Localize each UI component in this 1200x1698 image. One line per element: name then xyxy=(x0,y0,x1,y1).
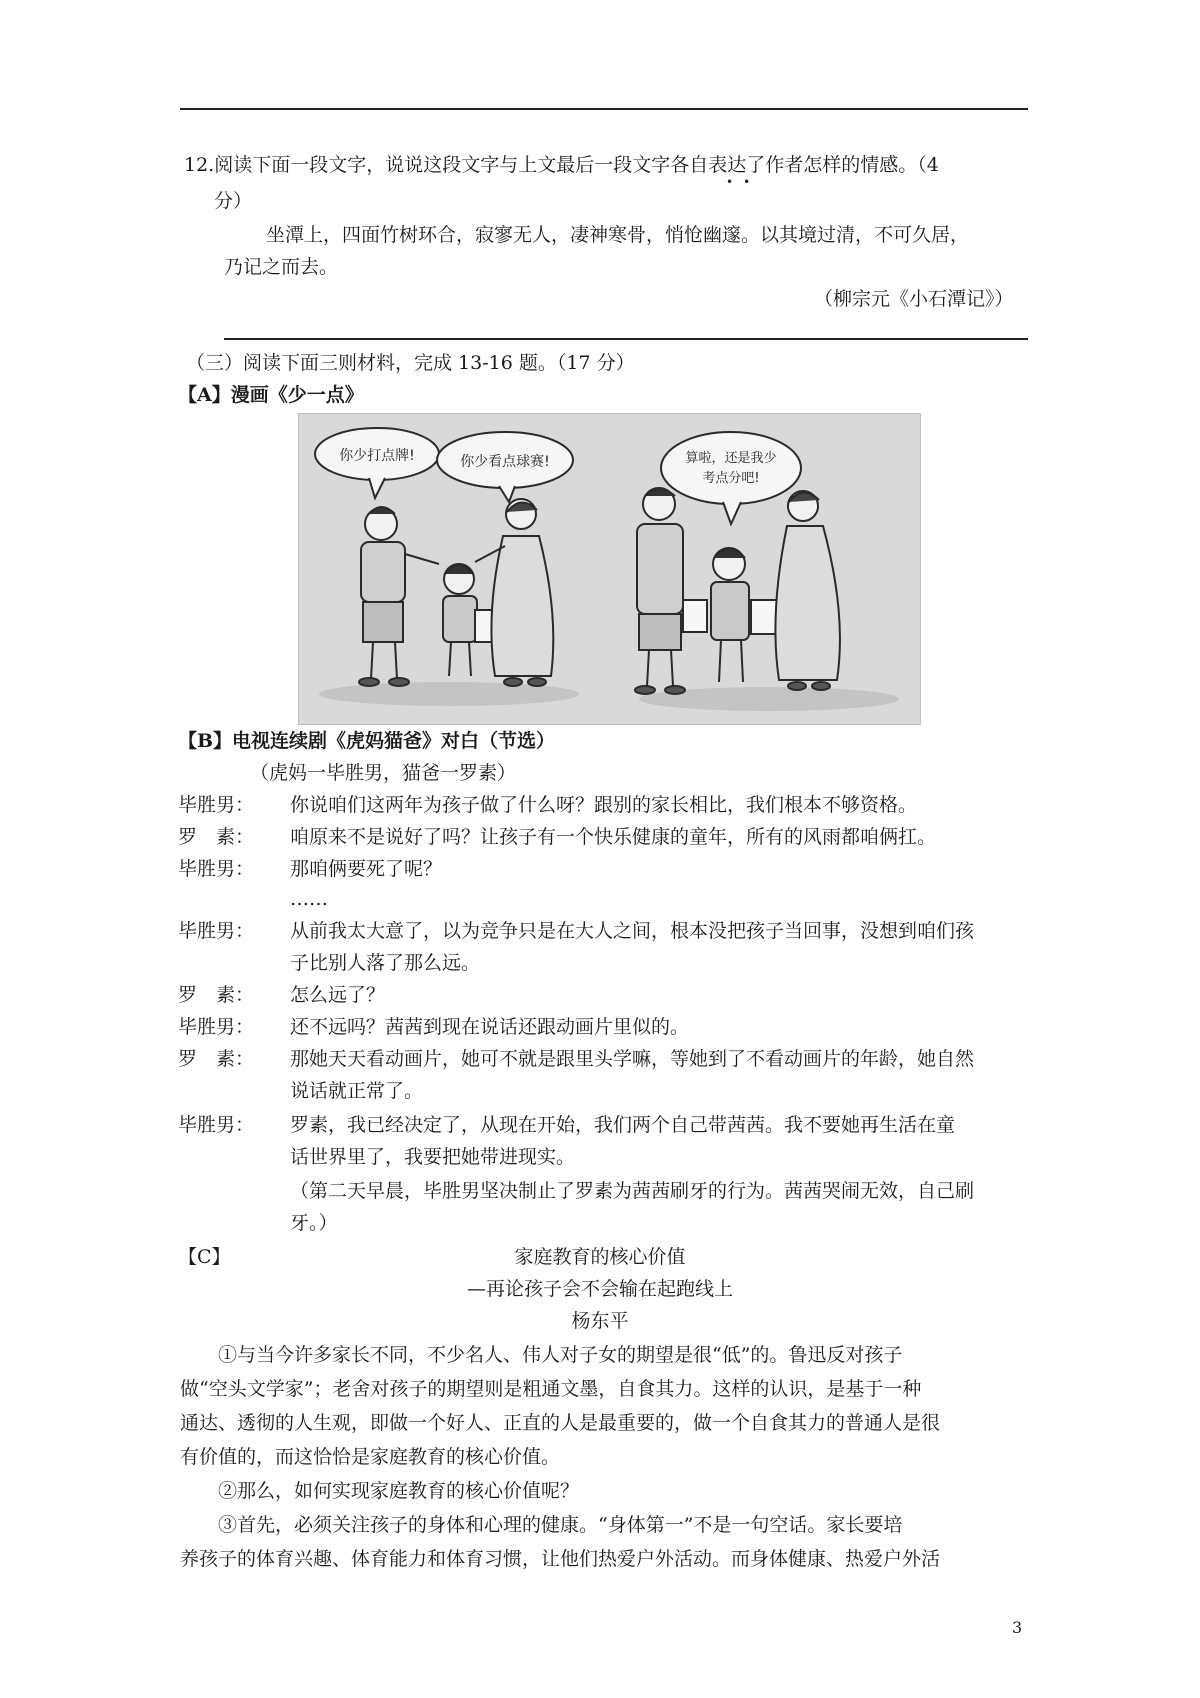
article-author: 杨东平 xyxy=(571,1310,629,1332)
answer-line xyxy=(224,338,1028,340)
paragraph-1: ①与当今许多家长不同，不少名人、伟人对子女的期望是很“低”的。鲁迅反对孩子 xyxy=(218,1344,903,1366)
paragraph-3: ③首先，必须关注孩子的身体和心理的健康。“身体第一”不是一句空话。家长要培 xyxy=(218,1514,903,1536)
dialogue-speaker: 罗 素： xyxy=(178,826,255,848)
dialogue-text-cont: 说话就正常了。 xyxy=(290,1080,424,1102)
q12-quote-line2: 乃记之而去。 xyxy=(224,256,339,278)
dialogue-text: 怎么远了？ xyxy=(290,984,386,1006)
bubble-1-text: 你少打点牌! xyxy=(339,448,415,464)
dialogue-text: 那咱俩要死了呢？ xyxy=(290,858,443,880)
q12-prompt-cont: 分） xyxy=(214,190,253,212)
dialogue-speaker: 毕胜男： xyxy=(178,858,255,880)
stage-direction: （第二天早晨，毕胜男坚决制止了罗素为茜茜刷牙的行为。茜茜哭闹无效，自己刷 xyxy=(290,1180,975,1202)
dialogue-speaker: 毕胜男： xyxy=(178,794,255,816)
page-number: 3 xyxy=(1012,1618,1023,1637)
paragraph-2: ②那么，如何实现家庭教育的核心价值呢？ xyxy=(218,1480,580,1502)
emphasis-dots: •• xyxy=(726,175,761,189)
dialogue-speaker: 罗 素： xyxy=(178,1048,255,1070)
paragraph-3-cont: 养孩子的体育兴趣、体育能力和体育习惯，让他们热爱户外活动。而身体健康、热爱户外活 xyxy=(180,1548,941,1570)
paragraph-1-cont: 做“空头文学家”；老舍对孩子的期望则是粗通文墨，自食其力。这样的认识，是基于一种 xyxy=(180,1378,922,1400)
material-b-label: 【B】电视连续剧《虎妈猫爸》对白（节选） xyxy=(178,730,556,752)
dialogue-text: 咱原来不是说好了吗？让孩子有一个快乐健康的童年，所有的风雨都咱俩扛。 xyxy=(290,826,937,848)
dialogue-speaker: 毕胜男： xyxy=(178,1016,255,1038)
dialogue-text: 你说咱们这两年为孩子做了什么呀？跟别的家长相比，我们根本不够资格。 xyxy=(290,794,918,816)
article-title: 家庭教育的核心价值 xyxy=(514,1246,686,1268)
material-a-label: 【A】漫画《少一点》 xyxy=(178,384,364,406)
dialogue-text: 从前我太大意了，以为竞争只是在大人之间，根本没把孩子当回事，没想到咱们孩 xyxy=(290,920,975,942)
paragraph-1-cont: 通达、透彻的人生观，即做一个好人、正直的人是最重要的，做一个自食其力的普通人是很 xyxy=(180,1412,941,1434)
bubble-3-text-line1: 算啦，还是我少 xyxy=(685,451,777,466)
stage-direction-cont: 牙。） xyxy=(290,1212,338,1234)
article-subtitle: —再论孩子会不会输在起跑线上 xyxy=(466,1278,733,1300)
section-intro: （三）阅读下面三则材料，完成 13-16 题。（17 分） xyxy=(186,352,635,374)
q12-quote-line1: 坐潭上，四面竹树环合，寂寥无人，凄神寒骨，悄怆幽邃。以其境过清，不可久居， xyxy=(266,224,970,246)
material-b-note: （虎妈一毕胜男，猫爸一罗素） xyxy=(250,762,517,784)
q12-source: （柳宗元《小石潭记》） xyxy=(814,288,1014,310)
dialogue-speaker: 罗 素： xyxy=(178,984,255,1006)
dialogue-text: 还不远吗？茜茜到现在说话还跟动画片里似的。 xyxy=(290,1016,690,1038)
dialogue-ellipsis: …… xyxy=(290,888,328,910)
q12-prompt: 12.阅读下面一段文字，说说这段文字与上文最后一段文字各自表达了作者怎样的情感。（4 xyxy=(184,154,939,176)
dialogue-text: 罗素，我已经决定了，从现在开始，我们两个自己带茜茜。我不要她再生活在童 xyxy=(290,1114,956,1136)
bubble-3-text-line2: 考点分吧! xyxy=(702,471,760,486)
comic-image xyxy=(298,413,921,725)
dialogue-text: 那她天天看动画片，她可不就是跟里头学嘛，等她到了不看动画片的年龄，她自然 xyxy=(290,1048,975,1070)
paragraph-1-cont: 有价值的，而这恰恰是家庭教育的核心价值。 xyxy=(180,1446,561,1468)
material-c-label: 【C】 xyxy=(178,1246,231,1268)
dialogue-text-cont: 话世界里了，我要把她带进现实。 xyxy=(290,1146,576,1168)
dialogue-text-cont: 子比别人落了那么远。 xyxy=(290,952,481,974)
dialogue-speaker: 毕胜男： xyxy=(178,920,255,942)
dialogue-speaker: 毕胜男： xyxy=(178,1114,255,1136)
bubble-2-text: 你少看点球赛! xyxy=(460,454,550,470)
header-rule xyxy=(180,108,1028,110)
